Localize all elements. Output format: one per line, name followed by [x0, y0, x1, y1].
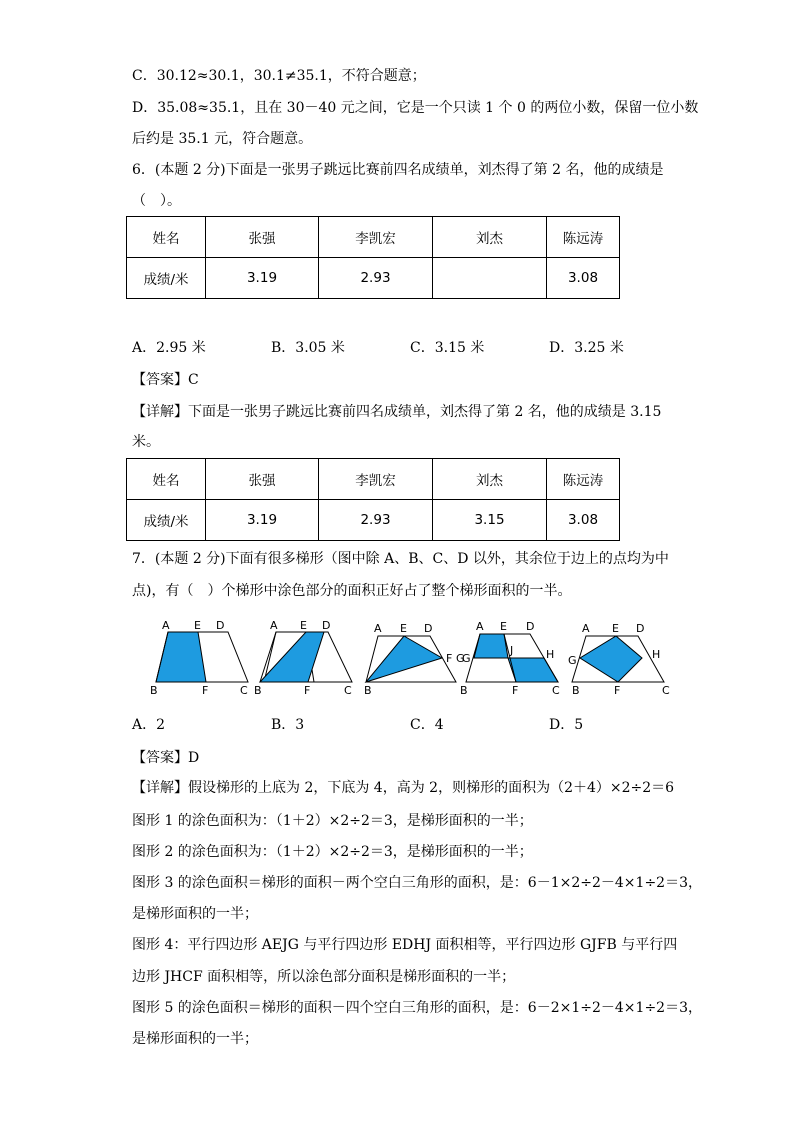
option-d-explanation-1: D．35.08≈35.1，且在 30－40 元之间，它是一个只读 1 个 0 的两位小数，保留一位小数: [132, 100, 699, 116]
table-cell: 3.19: [206, 500, 319, 541]
shaded-region: [156, 632, 206, 682]
answer-7: 【答案】D: [132, 750, 200, 766]
trapezoid-figure-4: [460, 620, 560, 697]
table-cell: 成绩/米: [127, 258, 206, 299]
table-cell: 3.15: [433, 500, 547, 541]
point-label: D: [526, 620, 535, 633]
table-row: [127, 258, 620, 299]
q7-option-b: B．3: [271, 717, 305, 733]
table-row: [127, 500, 620, 541]
shaded-region: [366, 636, 442, 682]
table-cell: [433, 258, 547, 299]
trapezoid-figure-2: [254, 619, 352, 697]
point-label: C: [552, 684, 560, 697]
table-cell: 刘杰: [433, 459, 547, 500]
point-label: B: [150, 684, 158, 697]
detail-7-text-1: 【详解】假设梯形的上底为 2，下底为 4，高为 2，则梯形的面积为（2＋4）×2÷2＝6: [132, 780, 675, 796]
point-label: D: [636, 622, 645, 635]
q7-option-a: A．2: [132, 717, 166, 733]
table-cell: 成绩/米: [127, 500, 206, 541]
table-cell: 3.08: [547, 500, 620, 541]
point-label: J: [510, 644, 514, 657]
option-c-explanation: C．30.12≈30.1，30.1≠35.1，不符合题意；: [132, 68, 426, 84]
table-cell: 陈远涛: [547, 217, 620, 258]
q6-option-d: D．3.25 米: [549, 340, 624, 356]
point-label: A: [374, 622, 382, 635]
q6-option-b: B．3.05 米: [271, 340, 345, 356]
point-label: E: [400, 622, 407, 635]
point-label: B: [460, 684, 468, 697]
question-7-text-1: 7．(本题 2 分)下面有很多梯形（图中除 A、B、C、D 以外，其余位于边上的点均为中: [132, 551, 669, 567]
detail-7-text-7: 边形 JHCF 面积相等，所以涂色部分面积是梯形面积的一半；: [132, 969, 516, 985]
detail-7-text-4: 图形 3 的涂色面积＝梯形的面积－两个空白三角形的面积，是：6－1×2÷2－4×1÷2＝3，: [132, 875, 702, 891]
detail-6-text-1: 【详解】下面是一张男子跳远比赛前四名成绩单，刘杰得了第 2 名，他的成绩是 3.15: [132, 404, 662, 420]
q6-option-c: C．3.15 米: [410, 340, 485, 356]
point-label: F: [202, 684, 209, 697]
detail-7-text-9: 是梯形面积的一半；: [132, 1031, 258, 1047]
point-label: E: [300, 619, 307, 632]
point-label: A: [582, 622, 590, 635]
point-label: B: [364, 684, 372, 697]
shaded-region: [580, 636, 642, 682]
point-label: A: [476, 620, 484, 633]
table-header-row: [127, 217, 620, 258]
point-label: G: [568, 654, 577, 667]
point-label: H: [546, 648, 555, 661]
point-label: D: [424, 622, 433, 635]
point-label: C: [240, 684, 248, 697]
question-7-text-2: 点)，有（ ）个梯形中涂色部分的面积正好占了整个梯形面积的一半。: [132, 583, 572, 599]
point-label: F: [446, 652, 453, 665]
point-label: E: [500, 620, 507, 633]
table-cell: 张强: [206, 217, 319, 258]
table-cell: 3.08: [547, 258, 620, 299]
detail-7-text-2: 图形 1 的涂色面积为：（1＋2）×2÷2＝3，是梯形面积的一半；: [132, 813, 533, 829]
table-cell: 李凯宏: [319, 459, 433, 500]
score-table-1: [126, 216, 620, 299]
detail-6-text-2: 米。: [132, 434, 160, 450]
point-label: C: [344, 684, 352, 697]
point-label: F: [614, 684, 621, 697]
q7-option-c: C．4: [410, 717, 444, 733]
detail-7-text-8: 图形 5 的涂色面积＝梯形的面积－四个空白三角形的面积，是：6－2×1÷2－4×1÷2＝3，: [132, 1000, 702, 1016]
point-label: B: [254, 684, 262, 697]
trapezoid-figure-1: [150, 619, 248, 697]
trapezoid-figure-5: [568, 622, 670, 697]
point-label: B: [572, 684, 580, 697]
score-table-2: [126, 458, 620, 541]
q7-option-d: D．5: [549, 717, 584, 733]
point-label: E: [612, 622, 619, 635]
point-label: F: [512, 684, 519, 697]
point-label: C: [662, 684, 670, 697]
question-6-text-1: 6．(本题 2 分)下面是一张男子跳远比赛前四名成绩单，刘杰得了第 2 名，他的成绩是: [132, 162, 664, 178]
table-cell: 3.19: [206, 258, 319, 299]
point-label: A: [162, 619, 170, 632]
table-header-row: [127, 459, 620, 500]
option-d-explanation-2: 后约是 35.1 元，符合题意。: [132, 131, 313, 147]
answer-6: 【答案】C: [132, 372, 199, 388]
table-cell: 刘杰: [433, 217, 547, 258]
point-label: E: [194, 619, 201, 632]
detail-7-text-5: 是梯形面积的一半；: [132, 906, 258, 922]
table-cell: 张强: [206, 459, 319, 500]
detail-7-text-6: 图形 4：平行四边形 AEJG 与平行四边形 EDHJ 面积相等，平行四边形 GJFB 与平行四: [132, 937, 678, 953]
q6-option-a: A．2.95 米: [132, 340, 206, 356]
table-cell: 陈远涛: [547, 459, 620, 500]
point-label: A: [270, 619, 278, 632]
table-cell: 2.93: [319, 500, 433, 541]
detail-7-text-3: 图形 2 的涂色面积为：（1＋2）×2÷2＝3，是梯形面积的一半；: [132, 844, 533, 860]
table-cell: 姓名: [127, 217, 206, 258]
table-cell: 姓名: [127, 459, 206, 500]
table-cell: 2.93: [319, 258, 433, 299]
point-label: D: [322, 619, 331, 632]
trapezoid-figures: [148, 616, 678, 702]
question-6-text-2: （ ）。: [132, 193, 181, 209]
point-label: G: [462, 652, 471, 665]
trapezoid-figure-3: [364, 622, 465, 697]
point-label: D: [216, 619, 225, 632]
table-cell: 李凯宏: [319, 217, 433, 258]
point-label: H: [652, 648, 661, 661]
point-label: F: [304, 684, 311, 697]
point-label: G: [456, 652, 465, 665]
